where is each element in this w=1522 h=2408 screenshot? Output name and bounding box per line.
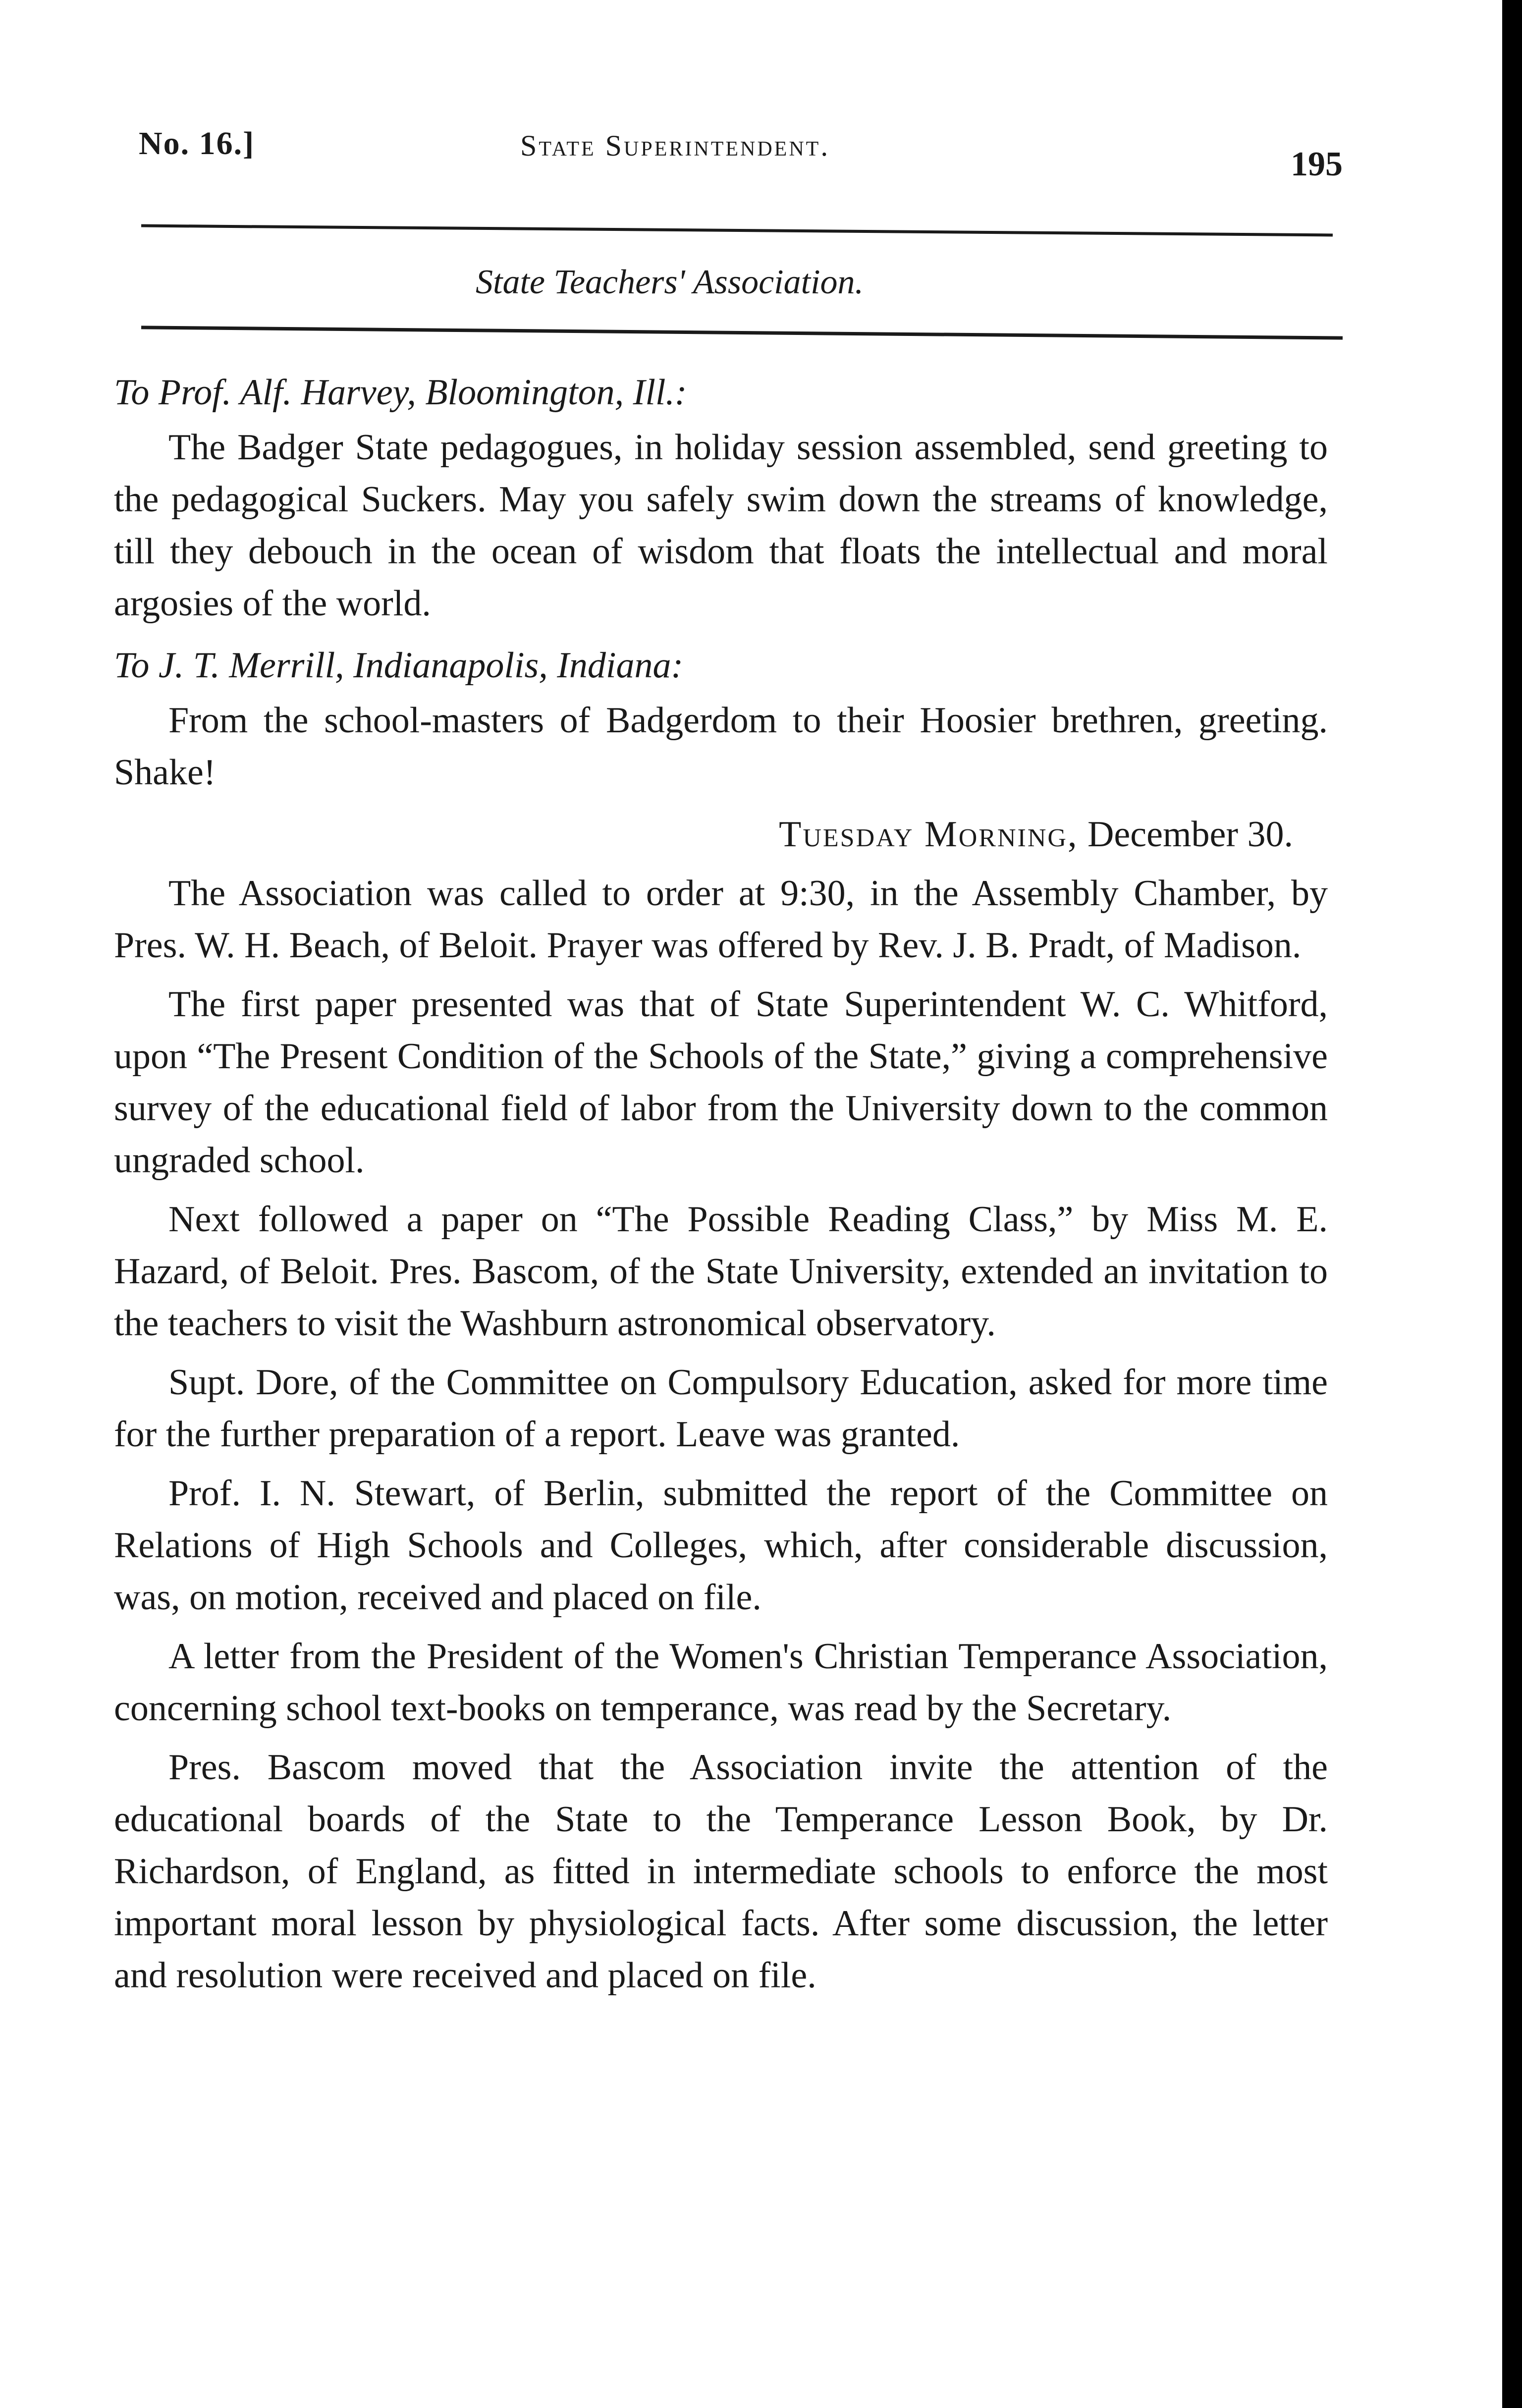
scan-edge-bar — [1502, 0, 1522, 2408]
document-number: No. 16.] — [139, 125, 255, 162]
address-merrill: To J. T. Merrill, Indianapolis, Indiana: — [114, 645, 684, 686]
dateline-date: December 30. — [1087, 814, 1293, 855]
paragraph: The Association was called to order at 9:30, in the Assembly Chamber, by Pres. W. H. Beach, of Beloit. Prayer was offered by Rev. J. B. Pradt, of Madison. — [114, 873, 1328, 966]
header-rule-top — [141, 224, 1333, 237]
message-merrill: From the school-masters of Badgerdom to their Hoosier brethren, greeting. Shake! — [114, 700, 1328, 793]
dateline-label: Tuesday Morning, — [779, 814, 1079, 855]
paragraph: Next followed a paper on “The Possible Reading Class,” by Miss M. E. Hazard, of Beloit. Pres. Bascom, of the State University, extended an invitation to the teachers to visit the Washburn astronomical observatory. — [114, 1199, 1328, 1344]
message-harvey: The Badger State pedagogues, in holiday session assembled, send greeting to the pedagogical Suckers. May you safely swim down the streams of knowledge, till they debouch in the ocean of wisdom that floats the intellectual and moral argosies of the world. — [114, 427, 1328, 624]
paragraph: Pres. Bascom moved that the Association invite the attention of the educational boards of the State to the Temperance Lesson Book, by Dr. Richardson, of England, as fitted in intermediate schools to enforce the most important moral lesson by physiological facts. After some discussion, the letter and resolution were received and placed on file. — [114, 1747, 1328, 1996]
paragraph: The first paper presented was that of State Superintendent W. C. Whitford, upon “The Present Condition of the Schools of the State,” giving a comprehensive survey of the educational field of labor from the University down to the common ungraded school. — [114, 984, 1328, 1181]
page-number: 195 — [1291, 145, 1343, 183]
body-text — [114, 367, 1328, 2005]
running-head — [139, 125, 1343, 194]
paragraph: Prof. I. N. Stewart, of Berlin, submitted the report of the Committee on Relations of High Schools and Colleges, which, after considerable discussion, was, on motion, received and placed on file. — [114, 1473, 1328, 1618]
paragraph: Supt. Dore, of the Committee on Compulsory Education, asked for more time for the further preparation of a report. Leave was granted. — [114, 1362, 1328, 1455]
section-title: State Teachers' Association. — [476, 263, 864, 301]
running-title: State Superintendent. — [520, 129, 830, 162]
dateline — [114, 809, 1328, 861]
paragraph: A letter from the President of the Women's Christian Temperance Association, concerning school text-books on temperance, was read by the Secretary. — [114, 1636, 1328, 1729]
header-rule-bottom — [141, 326, 1343, 339]
address-harvey: To Prof. Alf. Harvey, Bloomington, Ill.: — [114, 372, 687, 413]
